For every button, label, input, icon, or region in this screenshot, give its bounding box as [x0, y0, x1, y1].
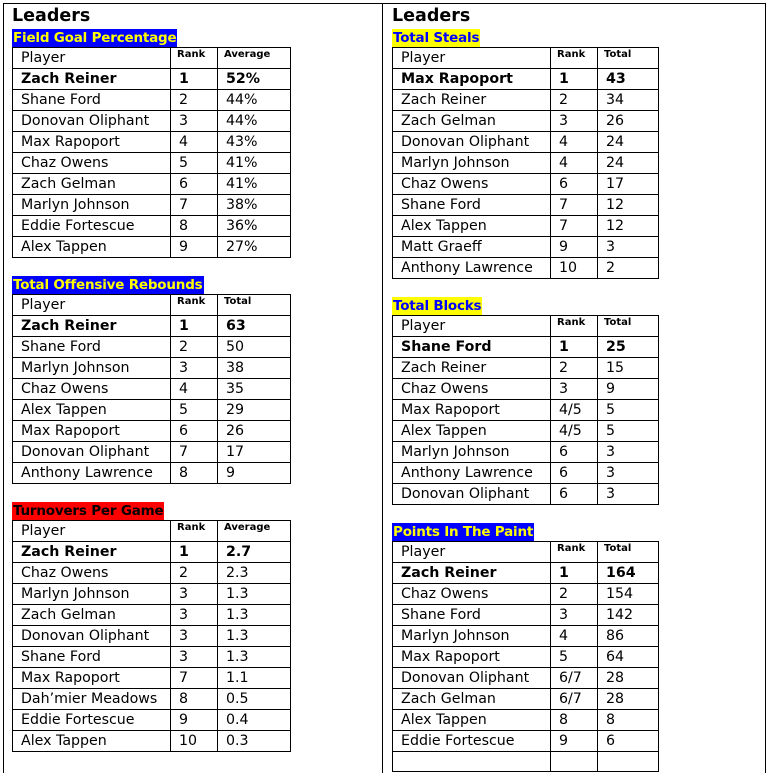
category-title: Total Blocks — [393, 298, 482, 314]
table-row — [13, 731, 291, 752]
table-row — [393, 463, 659, 484]
table-row — [393, 710, 659, 731]
leaders-table — [392, 47, 659, 279]
cell-player: Dah’mier Meadows — [13, 689, 171, 710]
cell-rank: 6/7 — [551, 689, 598, 710]
cell-player: Zach Reiner — [13, 69, 171, 90]
cell-player: Anthony Lawrence — [13, 463, 171, 484]
leaders-table — [12, 520, 291, 752]
cell-player: Marlyn Johnson — [13, 358, 171, 379]
cell-value: 41% — [218, 174, 291, 195]
cell-rank: 5 — [171, 153, 218, 174]
cell-rank: 8 — [551, 710, 598, 731]
cell-value: 0.5 — [218, 689, 291, 710]
cell-value: 44% — [218, 90, 291, 111]
table-row — [393, 626, 659, 647]
table-row — [13, 647, 291, 668]
cell-player: Alex Tappen — [393, 710, 551, 731]
cell-value: 24 — [598, 153, 659, 174]
cell-value: 64 — [598, 647, 659, 668]
left-column — [12, 3, 291, 752]
table-row — [13, 400, 291, 421]
cell-value: 1.1 — [218, 668, 291, 689]
header-player: Player — [393, 316, 551, 337]
table-row — [13, 626, 291, 647]
cell-value: 15 — [598, 358, 659, 379]
table-row — [13, 463, 291, 484]
table-row — [393, 689, 659, 710]
cell-value: 1.3 — [218, 584, 291, 605]
section-gap — [392, 279, 659, 295]
cell-player: Chaz Owens — [13, 563, 171, 584]
header-value: Total — [598, 316, 659, 337]
cell-player: Max Rapoport — [393, 647, 551, 668]
cell-value: 0.3 — [218, 731, 291, 752]
table-row — [393, 563, 659, 584]
table-row — [393, 132, 659, 153]
header-rank: Rank — [551, 316, 598, 337]
cell-value: 142 — [598, 605, 659, 626]
table-row — [393, 216, 659, 237]
table-header-row — [13, 48, 291, 69]
cell-rank: 9 — [551, 237, 598, 258]
cell-rank — [551, 752, 598, 772]
cell-player: Donovan Oliphant — [393, 484, 551, 505]
cell-rank: 6 — [551, 484, 598, 505]
table-row — [13, 90, 291, 111]
cell-player: Max Rapoport — [13, 421, 171, 442]
table-row — [13, 69, 291, 90]
cell-rank: 9 — [171, 237, 218, 258]
cell-value: 24 — [598, 132, 659, 153]
cell-rank: 1 — [551, 69, 598, 90]
header-player: Player — [13, 521, 171, 542]
cell-player: Alex Tappen — [393, 216, 551, 237]
cell-player: Max Rapoport — [13, 668, 171, 689]
cell-player: Donovan Oliphant — [13, 626, 171, 647]
cell-value: 3 — [598, 463, 659, 484]
cell-rank: 2 — [171, 337, 218, 358]
cell-value: 0.4 — [218, 710, 291, 731]
cell-value: 6 — [598, 731, 659, 752]
cell-player: Max Rapoport — [393, 69, 551, 90]
cell-player: Shane Ford — [393, 605, 551, 626]
cell-rank: 7 — [171, 442, 218, 463]
table-row — [13, 216, 291, 237]
cell-rank: 1 — [551, 563, 598, 584]
table-row — [393, 358, 659, 379]
cell-rank: 6 — [551, 442, 598, 463]
table-row — [13, 710, 291, 731]
cell-value: 1.3 — [218, 626, 291, 647]
cell-player — [393, 752, 551, 772]
cell-player: Max Rapoport — [13, 132, 171, 153]
cell-player: Matt Graeff — [393, 237, 551, 258]
leaders-table — [392, 315, 659, 505]
cell-player: Shane Ford — [393, 337, 551, 358]
table-row — [393, 195, 659, 216]
table-row — [13, 111, 291, 132]
cell-rank: 4/5 — [551, 400, 598, 421]
cell-value: 44% — [218, 111, 291, 132]
cell-value: 36% — [218, 216, 291, 237]
cell-player: Zach Reiner — [13, 316, 171, 337]
cell-rank: 2 — [171, 563, 218, 584]
cell-value: 3 — [598, 442, 659, 463]
table-row — [393, 69, 659, 90]
cell-player: Donovan Oliphant — [13, 442, 171, 463]
category-title: Turnovers Per Game — [13, 503, 164, 519]
table-row — [393, 237, 659, 258]
category-title: Total Offensive Rebounds — [13, 277, 203, 293]
cell-rank: 9 — [171, 710, 218, 731]
cell-value: 28 — [598, 668, 659, 689]
table-row — [393, 379, 659, 400]
header-value: Average — [218, 48, 291, 69]
table-header-row — [393, 48, 659, 69]
cell-value: 35 — [218, 379, 291, 400]
table-row — [13, 132, 291, 153]
table-row — [393, 90, 659, 111]
table-row — [393, 337, 659, 358]
table-row — [13, 316, 291, 337]
cell-value: 8 — [598, 710, 659, 731]
cell-player: Chaz Owens — [393, 174, 551, 195]
table-row — [393, 752, 659, 772]
table-row — [393, 647, 659, 668]
table-row — [13, 237, 291, 258]
table-row — [13, 584, 291, 605]
cell-rank: 4 — [171, 379, 218, 400]
header-value: Total — [598, 542, 659, 563]
cell-rank: 2 — [551, 90, 598, 111]
cell-value: 50 — [218, 337, 291, 358]
table-row — [393, 153, 659, 174]
cell-value: 27% — [218, 237, 291, 258]
column-divider — [382, 3, 383, 773]
cell-rank: 7 — [551, 216, 598, 237]
cell-value: 2.7 — [218, 542, 291, 563]
cell-player: Max Rapoport — [393, 400, 551, 421]
cell-player: Eddie Fortescue — [13, 710, 171, 731]
cell-rank: 6 — [171, 421, 218, 442]
cell-player: Chaz Owens — [393, 584, 551, 605]
table-row — [13, 442, 291, 463]
table-row — [13, 153, 291, 174]
cell-rank: 3 — [171, 111, 218, 132]
cell-rank: 2 — [551, 358, 598, 379]
table-row — [393, 605, 659, 626]
cell-player: Marlyn Johnson — [13, 195, 171, 216]
cell-value: 43 — [598, 69, 659, 90]
cell-player: Alex Tappen — [13, 400, 171, 421]
cell-player: Donovan Oliphant — [13, 111, 171, 132]
cell-rank: 3 — [171, 605, 218, 626]
cell-rank: 4 — [551, 626, 598, 647]
cell-rank: 4 — [551, 153, 598, 174]
cell-value: 12 — [598, 195, 659, 216]
cell-player: Anthony Lawrence — [393, 258, 551, 279]
right-heading: Leaders — [392, 6, 471, 26]
cell-value: 2 — [598, 258, 659, 279]
cell-value: 164 — [598, 563, 659, 584]
table-row — [13, 563, 291, 584]
cell-player: Chaz Owens — [13, 379, 171, 400]
cell-value: 63 — [218, 316, 291, 337]
cell-value: 52% — [218, 69, 291, 90]
cell-value: 26 — [598, 111, 659, 132]
header-rank: Rank — [551, 542, 598, 563]
table-row — [13, 421, 291, 442]
cell-rank: 3 — [171, 358, 218, 379]
table-row — [393, 258, 659, 279]
cell-rank: 5 — [171, 400, 218, 421]
section-gap — [12, 258, 291, 274]
cell-value: 1.3 — [218, 647, 291, 668]
category-title: Total Steals — [393, 30, 480, 46]
header-player: Player — [13, 48, 171, 69]
cell-value: 43% — [218, 132, 291, 153]
header-rank: Rank — [171, 48, 218, 69]
cell-rank: 3 — [171, 584, 218, 605]
cell-value: 25 — [598, 337, 659, 358]
table-row — [393, 731, 659, 752]
cell-rank: 8 — [171, 463, 218, 484]
table-row — [13, 689, 291, 710]
cell-value: 29 — [218, 400, 291, 421]
cell-player: Shane Ford — [13, 90, 171, 111]
table-row — [393, 400, 659, 421]
cell-value: 38 — [218, 358, 291, 379]
cell-value — [598, 752, 659, 772]
header-value: Total — [598, 48, 659, 69]
cell-rank: 3 — [171, 626, 218, 647]
cell-rank: 9 — [551, 731, 598, 752]
table-row — [393, 174, 659, 195]
cell-rank: 1 — [551, 337, 598, 358]
category-title: Points In The Paint — [393, 524, 534, 540]
table-row — [393, 484, 659, 505]
cell-player: Anthony Lawrence — [393, 463, 551, 484]
cell-rank: 2 — [171, 90, 218, 111]
cell-player: Zach Gelman — [13, 174, 171, 195]
cell-value: 1.3 — [218, 605, 291, 626]
cell-rank: 10 — [551, 258, 598, 279]
cell-value: 3 — [598, 237, 659, 258]
cell-player: Eddie Fortescue — [13, 216, 171, 237]
left-heading: Leaders — [12, 6, 91, 26]
section-gap — [12, 484, 291, 500]
cell-value: 17 — [218, 442, 291, 463]
leaders-table — [12, 47, 291, 258]
right-sections — [392, 27, 659, 772]
cell-value: 34 — [598, 90, 659, 111]
cell-rank: 8 — [171, 689, 218, 710]
table-row — [393, 421, 659, 442]
cell-player: Marlyn Johnson — [393, 153, 551, 174]
cell-value: 86 — [598, 626, 659, 647]
cell-player: Donovan Oliphant — [393, 132, 551, 153]
table-row — [393, 668, 659, 689]
cell-rank: 10 — [171, 731, 218, 752]
cell-value: 5 — [598, 421, 659, 442]
table-row — [13, 358, 291, 379]
cell-rank: 1 — [171, 542, 218, 563]
table-row — [393, 584, 659, 605]
table-row — [13, 174, 291, 195]
table-header-row — [393, 316, 659, 337]
cell-rank: 2 — [551, 584, 598, 605]
cell-player: Chaz Owens — [13, 153, 171, 174]
cell-rank: 6 — [171, 174, 218, 195]
left-sections — [12, 27, 291, 752]
cell-value: 26 — [218, 421, 291, 442]
cell-player: Alex Tappen — [13, 731, 171, 752]
cell-rank: 4/5 — [551, 421, 598, 442]
cell-player: Alex Tappen — [393, 421, 551, 442]
cell-player: Donovan Oliphant — [393, 668, 551, 689]
right-column — [392, 3, 659, 772]
cell-rank: 4 — [551, 132, 598, 153]
cell-player: Shane Ford — [13, 337, 171, 358]
cell-value: 38% — [218, 195, 291, 216]
cell-player: Zach Reiner — [393, 90, 551, 111]
table-row — [13, 337, 291, 358]
header-value: Total — [218, 295, 291, 316]
cell-rank: 3 — [171, 647, 218, 668]
cell-player: Marlyn Johnson — [13, 584, 171, 605]
table-row — [13, 605, 291, 626]
cell-rank: 7 — [171, 195, 218, 216]
cell-rank: 6 — [551, 174, 598, 195]
cell-value: 3 — [598, 484, 659, 505]
cell-rank: 3 — [551, 605, 598, 626]
table-header-row — [13, 295, 291, 316]
cell-player: Zach Reiner — [13, 542, 171, 563]
cell-rank: 6/7 — [551, 668, 598, 689]
cell-player: Alex Tappen — [13, 237, 171, 258]
section-gap — [392, 505, 659, 521]
cell-value: 41% — [218, 153, 291, 174]
cell-player: Zach Gelman — [13, 605, 171, 626]
cell-rank: 7 — [171, 668, 218, 689]
table-row — [13, 195, 291, 216]
cell-value: 17 — [598, 174, 659, 195]
cell-rank: 8 — [171, 216, 218, 237]
table-row — [393, 111, 659, 132]
header-player: Player — [393, 48, 551, 69]
cell-player: Chaz Owens — [393, 379, 551, 400]
cell-value: 12 — [598, 216, 659, 237]
cell-value: 9 — [218, 463, 291, 484]
table-row — [13, 379, 291, 400]
cell-rank: 1 — [171, 316, 218, 337]
table-row — [13, 542, 291, 563]
table-header-row — [393, 542, 659, 563]
cell-rank: 5 — [551, 647, 598, 668]
cell-value: 154 — [598, 584, 659, 605]
cell-rank: 1 — [171, 69, 218, 90]
cell-value: 9 — [598, 379, 659, 400]
cell-rank: 3 — [551, 379, 598, 400]
cell-rank: 3 — [551, 111, 598, 132]
cell-player: Marlyn Johnson — [393, 442, 551, 463]
header-rank: Rank — [171, 521, 218, 542]
header-rank: Rank — [551, 48, 598, 69]
header-value: Average — [218, 521, 291, 542]
table-header-row — [13, 521, 291, 542]
header-rank: Rank — [171, 295, 218, 316]
cell-player: Zach Reiner — [393, 563, 551, 584]
cell-rank: 4 — [171, 132, 218, 153]
table-row — [13, 668, 291, 689]
cell-player: Eddie Fortescue — [393, 731, 551, 752]
header-player: Player — [13, 295, 171, 316]
table-row — [393, 442, 659, 463]
cell-value: 5 — [598, 400, 659, 421]
cell-player: Shane Ford — [13, 647, 171, 668]
cell-rank: 6 — [551, 463, 598, 484]
cell-value: 28 — [598, 689, 659, 710]
leaders-table — [12, 294, 291, 484]
cell-value: 2.3 — [218, 563, 291, 584]
cell-player: Zach Reiner — [393, 358, 551, 379]
cell-player: Shane Ford — [393, 195, 551, 216]
cell-player: Zach Gelman — [393, 689, 551, 710]
header-player: Player — [393, 542, 551, 563]
cell-player: Zach Gelman — [393, 111, 551, 132]
leaders-table — [392, 541, 659, 772]
cell-rank: 7 — [551, 195, 598, 216]
category-title: Field Goal Percentage — [13, 30, 177, 46]
cell-player: Marlyn Johnson — [393, 626, 551, 647]
